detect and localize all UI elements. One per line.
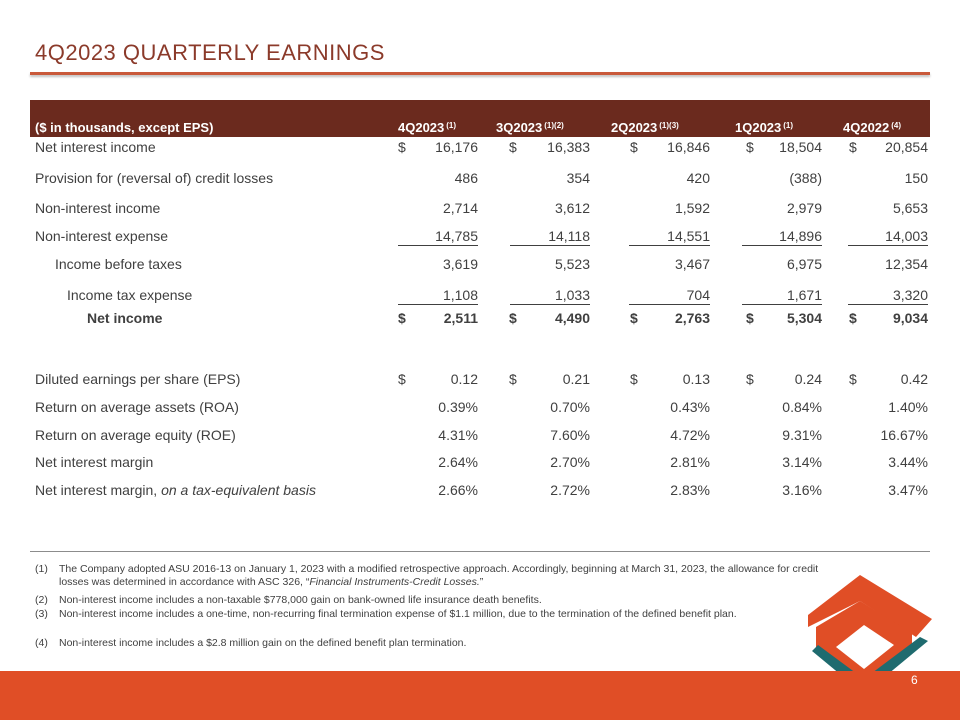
footnote-divider [30, 551, 930, 552]
currency-symbol: $ [849, 139, 857, 155]
row-label-income-before-taxes: Income before taxes [55, 256, 182, 272]
table-cell-income-before-taxes-0: 3,619 [442, 256, 478, 272]
table-cell-roe-4: 16.67% [880, 427, 928, 443]
table-cell-net-interest-income-3: 18,504 [779, 139, 822, 155]
table-cell-roa-0: 0.39% [438, 399, 478, 415]
subtotal-underline [510, 304, 590, 305]
currency-symbol: $ [630, 310, 638, 326]
table-cell-provision-credit-losses-3: (388) [789, 170, 822, 186]
subtotal-underline [629, 304, 710, 305]
row-label-non-interest-income: Non-interest income [35, 200, 161, 216]
page-title: 4Q2023 QUARTERLY EARNINGS [35, 40, 385, 65]
table-cell-income-tax-expense-1: 1,033 [554, 287, 590, 303]
table-cell-provision-credit-losses-4: 150 [904, 170, 928, 186]
column-header-4q2022: 4Q2022 $^{(4)}$ [843, 120, 902, 135]
table-cell-net-interest-margin-3: 3.14% [782, 454, 822, 470]
row-label-net-interest-margin: Net interest margin [35, 454, 154, 470]
subtotal-underline [742, 304, 822, 305]
title-divider [30, 72, 930, 75]
table-cell-net-income-0: 2,511 [443, 310, 478, 326]
table-cell-income-before-taxes-2: 3,467 [674, 256, 710, 272]
column-header-1q2023: 1Q2023 $^{(1)}$ [735, 120, 794, 135]
column-header-3q2023: 3Q2023 $^{(1)(2)}$ [496, 120, 564, 135]
table-cell-roa-2: 0.43% [670, 399, 710, 415]
table-cell-net-income-2: 2,763 [674, 310, 710, 326]
table-cell-diluted-eps-0: 0.12 [450, 371, 478, 387]
footer-band [0, 671, 960, 720]
row-label-net-interest-income: Net interest income [35, 139, 156, 155]
table-cell-net-income-3: 5,304 [786, 310, 822, 326]
table-cell-net-interest-margin-te-4: 3.47% [888, 482, 928, 498]
row-label-provision-credit-losses: Provision for (reversal of) credit losses [35, 170, 274, 186]
column-header-4q2023: 4Q2023 $^{(1)}$ [398, 120, 457, 135]
table-cell-net-interest-margin-te-3: 3.16% [782, 482, 822, 498]
table-cell-non-interest-income-1: 3,612 [554, 200, 590, 216]
currency-symbol: $ [630, 139, 638, 155]
row-label-net-income: Net income [87, 310, 163, 326]
currency-symbol: $ [746, 139, 754, 155]
table-cell-income-tax-expense-0: 1,108 [442, 287, 478, 303]
table-cell-diluted-eps-3: 0.24 [794, 371, 822, 387]
table-cell-income-tax-expense-3: 1,671 [786, 287, 822, 303]
table-cell-net-interest-income-1: 16,383 [547, 139, 590, 155]
table-cell-diluted-eps-2: 0.13 [682, 371, 710, 387]
row-label-diluted-eps: Diluted earnings per share (EPS) [35, 371, 241, 387]
table-cell-net-interest-income-4: 20,854 [885, 139, 928, 155]
table-cell-diluted-eps-1: 0.21 [562, 371, 590, 387]
table-cell-roa-1: 0.70% [550, 399, 590, 415]
table-cell-roa-4: 1.40% [888, 399, 928, 415]
table-cell-net-interest-margin-0: 2.64% [438, 454, 478, 470]
table-cell-roe-3: 9.31% [782, 427, 822, 443]
currency-symbol: $ [398, 139, 406, 155]
table-cell-net-interest-margin-4: 3.44% [888, 454, 928, 470]
currency-symbol: $ [398, 371, 406, 387]
row-label-non-interest-expense: Non-interest expense [35, 228, 169, 244]
page-number: 6 [911, 673, 918, 687]
table-cell-non-interest-income-3: 2,979 [786, 200, 822, 216]
table-cell-income-before-taxes-1: 5,523 [554, 256, 590, 272]
row-label-roe: Return on average equity (ROE) [35, 427, 236, 443]
table-cell-non-interest-income-0: 2,714 [442, 200, 478, 216]
currency-symbol: $ [746, 371, 754, 387]
table-cell-non-interest-income-2: 1,592 [674, 200, 710, 216]
currency-symbol: $ [849, 310, 857, 326]
row-label-net-interest-margin-te: Net interest margin, on a tax-equivalent basis [35, 482, 316, 498]
table-cell-roe-0: 4.31% [438, 427, 478, 443]
currency-symbol: $ [509, 371, 517, 387]
subtotal-underline [510, 245, 590, 246]
table-cell-income-before-taxes-3: 6,975 [786, 256, 822, 272]
table-cell-roa-3: 0.84% [782, 399, 822, 415]
table-cell-non-interest-expense-1: 14,118 [548, 228, 590, 244]
table-cell-net-income-1: 4,490 [554, 310, 590, 326]
subtotal-underline [848, 304, 928, 305]
currency-symbol: $ [849, 371, 857, 387]
table-cell-net-income-4: 9,034 [892, 310, 928, 326]
table-cell-provision-credit-losses-0: 486 [454, 170, 478, 186]
subtotal-underline [742, 245, 822, 246]
table-cell-net-interest-margin-2: 2.81% [670, 454, 710, 470]
table-cell-net-interest-income-2: 16,846 [667, 139, 710, 155]
table-header-label: ($ in thousands, except EPS) [35, 120, 214, 135]
column-header-2q2023: 2Q2023 $^{(1)(3)}$ [611, 120, 679, 135]
table-cell-non-interest-income-4: 5,653 [892, 200, 928, 216]
table-cell-provision-credit-losses-1: 354 [566, 170, 590, 186]
table-cell-non-interest-expense-2: 14,551 [667, 228, 710, 244]
table-cell-net-interest-margin-te-1: 2.72% [550, 482, 590, 498]
currency-symbol: $ [746, 310, 754, 326]
currency-symbol: $ [509, 139, 517, 155]
table-cell-net-interest-margin-1: 2.70% [550, 454, 590, 470]
table-cell-non-interest-expense-0: 14,785 [435, 228, 478, 244]
currency-symbol: $ [630, 371, 638, 387]
table-cell-provision-credit-losses-2: 420 [686, 170, 710, 186]
table-cell-net-interest-margin-te-0: 2.66% [438, 482, 478, 498]
subtotal-underline [398, 245, 478, 246]
subtotal-underline [848, 245, 928, 246]
currency-symbol: $ [509, 310, 517, 326]
table-cell-net-interest-income-0: 16,176 [435, 139, 478, 155]
subtotal-underline [398, 304, 478, 305]
table-cell-non-interest-expense-3: 14,896 [779, 228, 822, 244]
table-cell-income-tax-expense-4: 3,320 [892, 287, 928, 303]
currency-symbol: $ [398, 310, 406, 326]
table-cell-roe-2: 4.72% [670, 427, 710, 443]
table-cell-net-interest-margin-te-2: 2.83% [670, 482, 710, 498]
subtotal-underline [629, 245, 710, 246]
table-cell-diluted-eps-4: 0.42 [900, 371, 928, 387]
table-cell-non-interest-expense-4: 14,003 [885, 228, 928, 244]
table-cell-income-tax-expense-2: 704 [686, 287, 710, 303]
row-label-roa: Return on average assets (ROA) [35, 399, 239, 415]
table-cell-income-before-taxes-4: 12,354 [885, 256, 928, 272]
row-label-income-tax-expense: Income tax expense [67, 287, 193, 303]
table-cell-roe-1: 7.60% [550, 427, 590, 443]
